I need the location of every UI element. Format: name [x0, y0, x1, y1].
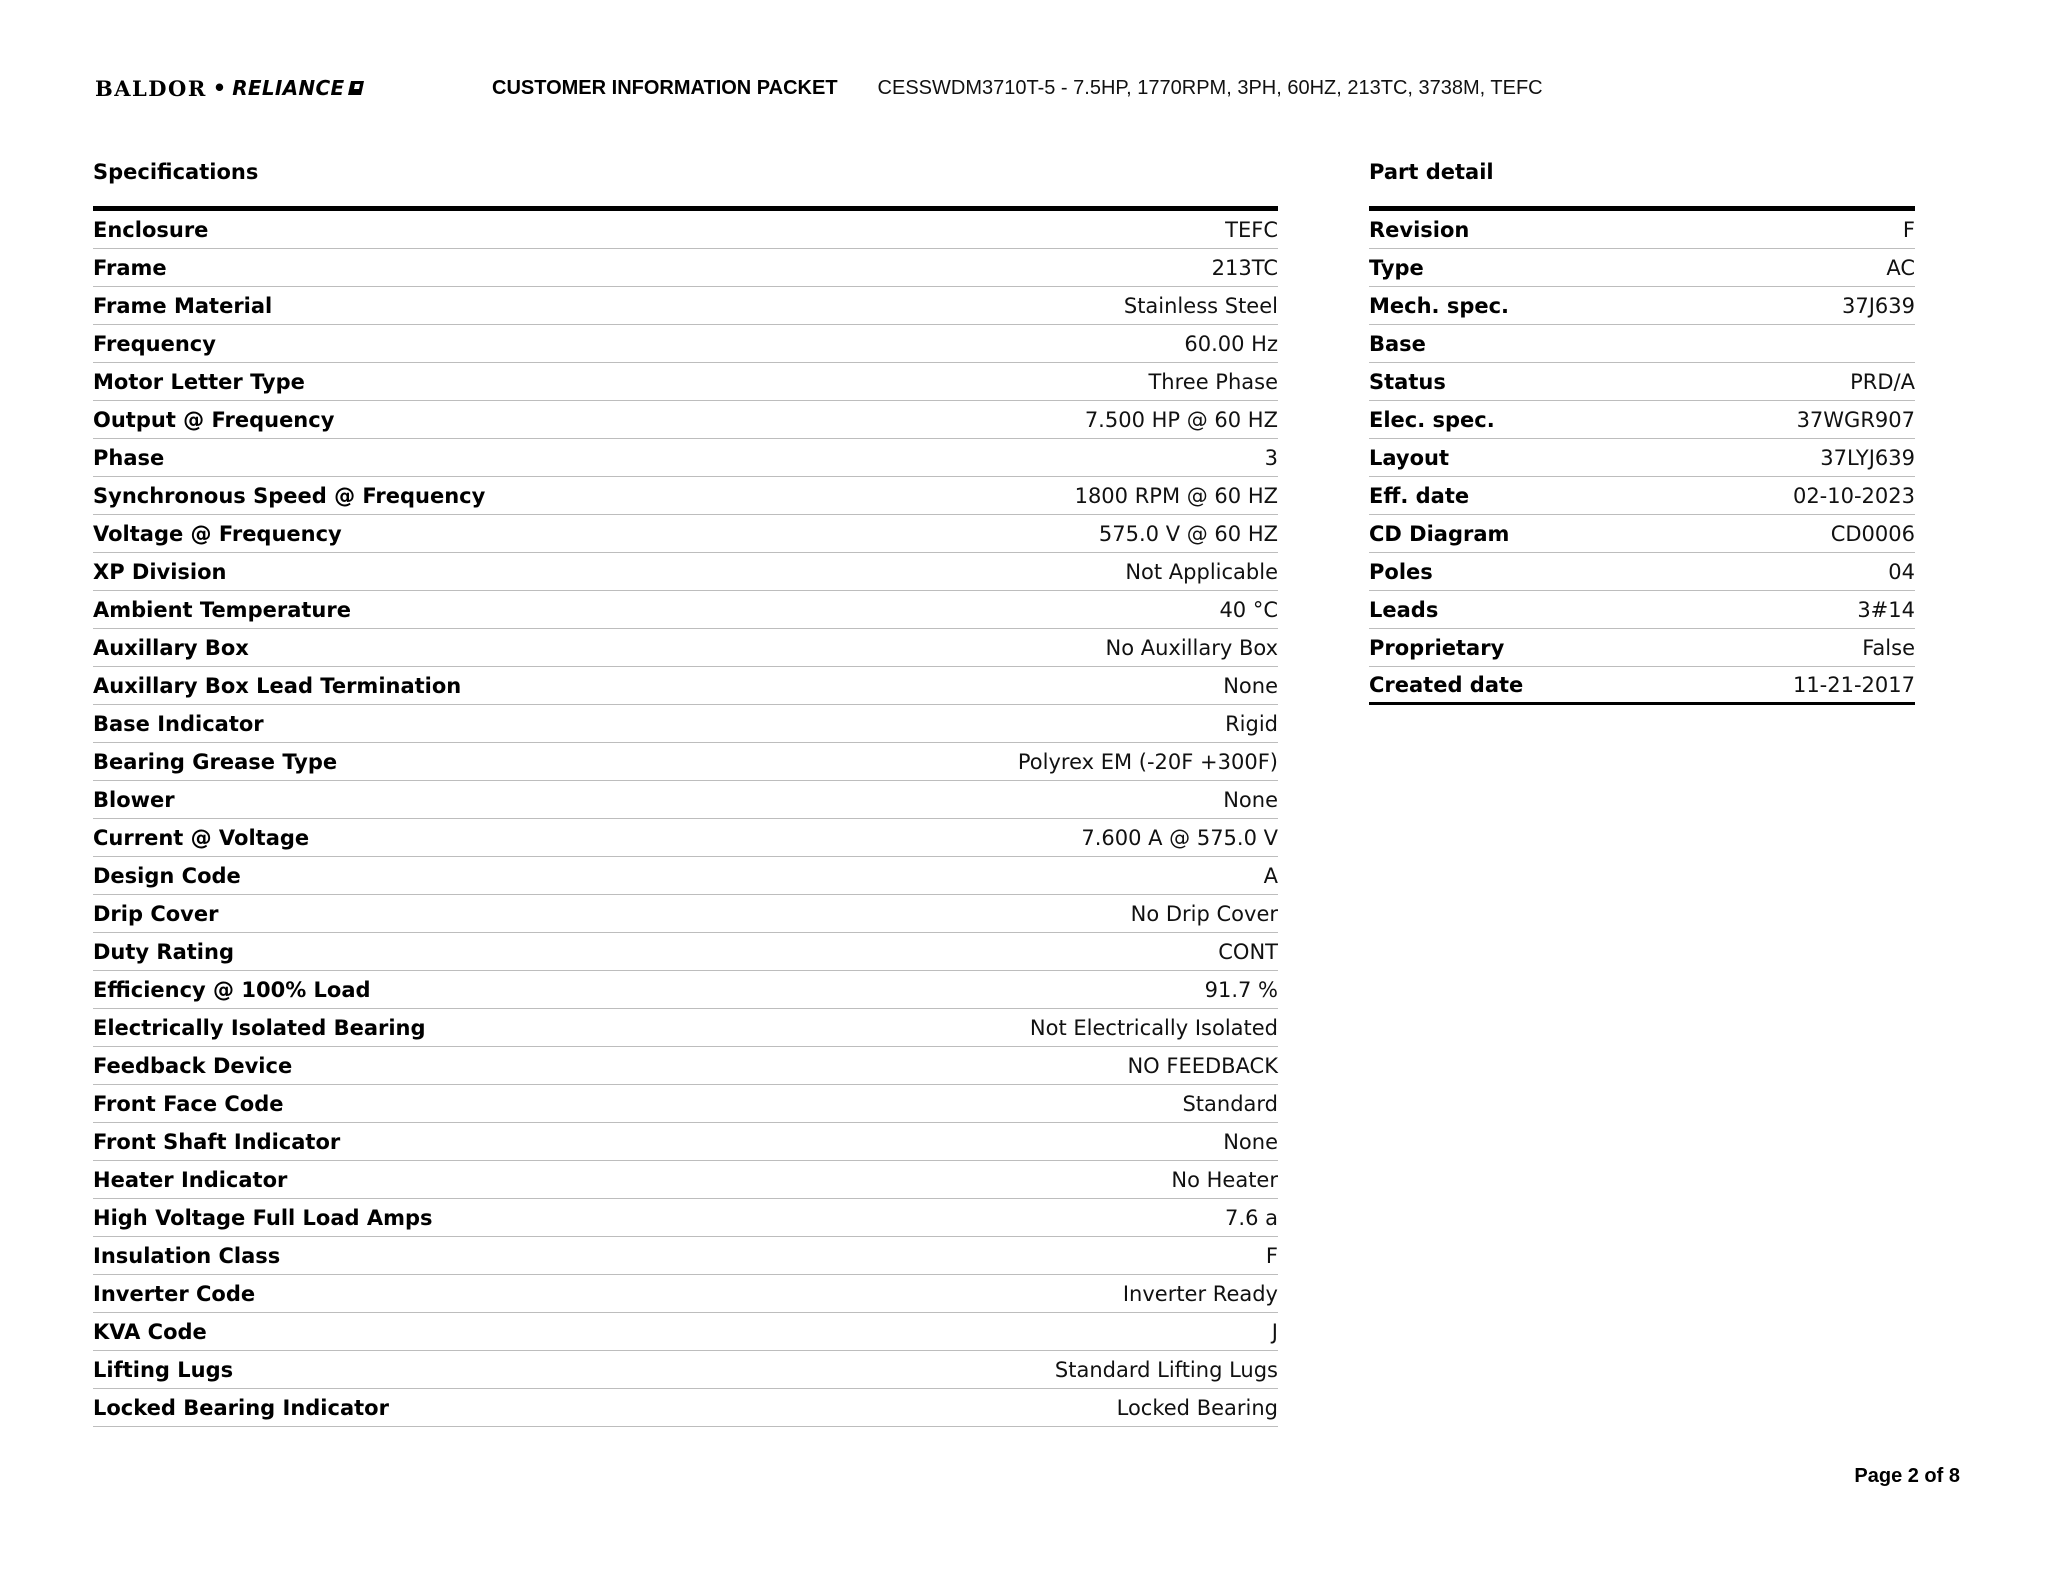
specifications-title: Specifications	[93, 160, 259, 184]
row-value: J	[1271, 1319, 1278, 1344]
row-value: None	[1223, 673, 1278, 698]
table-row	[1369, 477, 1915, 515]
page-number: Page 2 of 8	[1854, 1465, 1960, 1487]
table-row	[1369, 553, 1915, 591]
part-detail-table	[1369, 206, 1915, 705]
row-label: Motor Letter Type	[93, 369, 305, 394]
row-value: NO FEEDBACK	[1127, 1053, 1278, 1078]
table-row	[1369, 439, 1915, 477]
row-label: Frequency	[93, 331, 216, 356]
row-label: Feedback Device	[93, 1053, 293, 1078]
table-row	[93, 971, 1278, 1009]
table-row	[93, 1313, 1278, 1351]
table-row	[1369, 325, 1915, 363]
row-label: Duty Rating	[93, 939, 234, 964]
table-row	[93, 781, 1278, 819]
logo-baldor-text: BALDOR	[95, 75, 207, 101]
row-label: Front Shaft Indicator	[93, 1129, 341, 1154]
row-value: TEFC	[1225, 217, 1278, 242]
table-row	[1369, 629, 1915, 667]
row-value: No Drip Cover	[1130, 901, 1278, 926]
row-value: PRD/A	[1850, 369, 1915, 394]
row-value: 02-10-2023	[1792, 483, 1915, 508]
table-row	[93, 667, 1278, 705]
table-row	[93, 857, 1278, 895]
table-row	[93, 401, 1278, 439]
row-value: 7.500 HP @ 60 HZ	[1084, 407, 1278, 432]
row-value: 213TC	[1211, 255, 1278, 280]
row-value: 11-21-2017	[1792, 672, 1915, 697]
row-label: Base	[1369, 331, 1426, 356]
specifications-section	[93, 158, 1278, 1427]
table-row	[1369, 211, 1915, 249]
row-value: CONT	[1218, 939, 1278, 964]
table-row	[93, 439, 1278, 477]
table-row	[93, 895, 1278, 933]
row-value: A	[1263, 863, 1278, 888]
row-value: Inverter Ready	[1122, 1281, 1278, 1306]
row-value: 37LYJ639	[1820, 445, 1915, 470]
table-row	[93, 287, 1278, 325]
row-value: 60.00 Hz	[1184, 331, 1278, 356]
row-label: Output @ Frequency	[93, 407, 335, 432]
row-label: Status	[1369, 369, 1446, 394]
row-label: Phase	[93, 445, 165, 470]
row-value: Standard Lifting Lugs	[1054, 1357, 1278, 1382]
row-label: Front Face Code	[93, 1091, 284, 1116]
row-label: Blower	[93, 787, 175, 812]
row-label: Bearing Grease Type	[93, 749, 338, 774]
row-label: Poles	[1369, 559, 1433, 584]
row-label: Revision	[1369, 217, 1470, 242]
row-value: None	[1223, 787, 1278, 812]
row-label: Auxillary Box Lead Termination	[93, 673, 462, 698]
specifications-table	[93, 206, 1278, 1427]
row-value: 04	[1888, 559, 1915, 584]
row-label: Efficiency @ 100% Load	[93, 977, 371, 1002]
row-value: 575.0 V @ 60 HZ	[1098, 521, 1278, 546]
table-row	[93, 1123, 1278, 1161]
row-label: Frame	[93, 255, 167, 280]
row-value: Standard	[1182, 1091, 1278, 1116]
row-label: Mech. spec.	[1369, 293, 1510, 318]
row-label: Lifting Lugs	[93, 1357, 234, 1382]
table-row	[93, 249, 1278, 287]
row-label: Layout	[1369, 445, 1450, 470]
row-label: Frame Material	[93, 293, 273, 318]
row-label: KVA Code	[93, 1319, 207, 1344]
row-value: 3	[1264, 445, 1278, 470]
baldor-reliance-logo	[95, 76, 440, 101]
row-label: Heater Indicator	[93, 1167, 288, 1192]
row-value: Three Phase	[1148, 369, 1278, 394]
row-value: 91.7 %	[1204, 977, 1278, 1002]
row-value: Polyrex EM (-20F +300F)	[1017, 749, 1278, 774]
table-row	[93, 743, 1278, 781]
row-value: 37J639	[1842, 293, 1915, 318]
row-label: Elec. spec.	[1369, 407, 1495, 432]
row-label: Current @ Voltage	[93, 825, 310, 850]
table-row	[93, 325, 1278, 363]
table-row	[1369, 249, 1915, 287]
row-label: Base Indicator	[93, 711, 264, 736]
logo-reliance-text: RELIANCE	[232, 76, 345, 100]
row-value: 40 °C	[1219, 597, 1278, 622]
row-label: Locked Bearing Indicator	[93, 1395, 389, 1420]
table-row	[93, 1237, 1278, 1275]
table-row	[93, 1199, 1278, 1237]
table-row	[1369, 515, 1915, 553]
row-label: Ambient Temperature	[93, 597, 351, 622]
table-row	[93, 933, 1278, 971]
row-label: Insulation Class	[93, 1243, 281, 1268]
row-label: CD Diagram	[1369, 521, 1510, 546]
row-value: Not Applicable	[1125, 559, 1278, 584]
row-label: Drip Cover	[93, 901, 219, 926]
row-value: Not Electrically Isolated	[1029, 1015, 1278, 1040]
row-label: XP Division	[93, 559, 227, 584]
page-header	[95, 70, 1995, 106]
row-value: 1800 RPM @ 60 HZ	[1074, 483, 1278, 508]
part-detail-title: Part detail	[1369, 160, 1494, 184]
row-value: F	[1902, 217, 1915, 242]
row-value: 7.600 A @ 575.0 V	[1081, 825, 1278, 850]
row-value: None	[1223, 1129, 1278, 1154]
row-label: Design Code	[93, 863, 241, 888]
table-row	[93, 363, 1278, 401]
row-label: Electrically Isolated Bearing	[93, 1015, 426, 1040]
row-label: Voltage @ Frequency	[93, 521, 342, 546]
table-row	[93, 211, 1278, 249]
part-detail-section	[1369, 158, 1915, 705]
table-row	[93, 553, 1278, 591]
table-row	[1369, 363, 1915, 401]
row-value: CD0006	[1830, 521, 1915, 546]
row-label: Created date	[1369, 672, 1524, 697]
table-row	[93, 515, 1278, 553]
row-value: 37WGR907	[1796, 407, 1915, 432]
table-row	[1369, 287, 1915, 325]
row-value: F	[1265, 1243, 1278, 1268]
table-row	[93, 1389, 1278, 1427]
packet-title: CUSTOMER INFORMATION PACKET	[492, 76, 838, 99]
table-row	[93, 1275, 1278, 1313]
product-description: CESSWDM3710T-5 - 7.5HP, 1770RPM, 3PH, 60HZ, 213TC, 3738M, TEFC	[877, 76, 1543, 99]
row-value: Locked Bearing	[1116, 1395, 1278, 1420]
table-row	[93, 1009, 1278, 1047]
row-label: Enclosure	[93, 217, 209, 242]
row-label: Auxillary Box	[93, 635, 249, 660]
row-label: Inverter Code	[93, 1281, 256, 1306]
row-label: High Voltage Full Load Amps	[93, 1205, 433, 1230]
table-row	[93, 629, 1278, 667]
row-value: Stainless Steel	[1123, 293, 1278, 318]
row-value: No Auxillary Box	[1105, 635, 1278, 660]
table-row	[93, 591, 1278, 629]
row-value: AC	[1886, 255, 1915, 280]
row-value: No Heater	[1171, 1167, 1278, 1192]
reliance-mark-icon	[348, 76, 364, 101]
table-row	[1369, 591, 1915, 629]
row-value: False	[1862, 635, 1915, 660]
table-row	[93, 1047, 1278, 1085]
table-row	[1369, 401, 1915, 439]
table-row	[93, 1085, 1278, 1123]
table-row	[93, 705, 1278, 743]
row-value: 3#14	[1857, 597, 1915, 622]
row-label: Type	[1369, 255, 1424, 280]
table-row	[93, 819, 1278, 857]
table-row	[93, 1161, 1278, 1199]
table-row	[1369, 667, 1915, 705]
row-label: Eff. date	[1369, 483, 1470, 508]
row-label: Proprietary	[1369, 635, 1505, 660]
row-value: Rigid	[1225, 711, 1278, 736]
row-value: 7.6 a	[1225, 1205, 1278, 1230]
row-label: Synchronous Speed @ Frequency	[93, 483, 486, 508]
logo-dot: •	[212, 76, 227, 100]
table-row	[93, 477, 1278, 515]
table-row	[93, 1351, 1278, 1389]
row-label: Leads	[1369, 597, 1439, 622]
